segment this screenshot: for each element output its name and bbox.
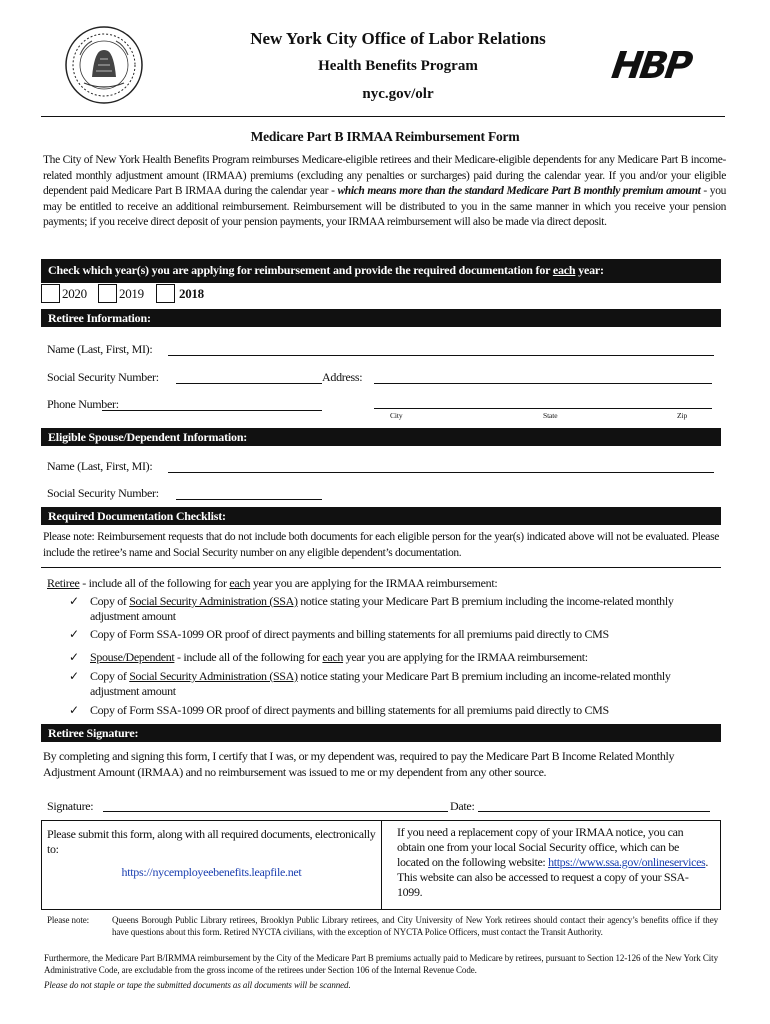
retiree-name-field[interactable] bbox=[168, 355, 714, 356]
ssa-box-post: . This website can also be accessed to request a copy of your SSA-1099. bbox=[397, 855, 709, 899]
retiree-ssn-label: Social Security Number: bbox=[47, 370, 159, 384]
certify-text: By completing and signing this form, I certify that I was, or my dependent was, required to pay the Medicare Part B Income Related Monthly Adjustment Amount (IRMAA) and no reimbursement was issued to me or my dependent from any other source. bbox=[43, 749, 675, 779]
footer-note-text: Queens Borough Public Library retirees, Brooklyn Public Library retirees, and City University of New York retirees should contact their agency’s benefits office if they have questions about this form. Retired NYCTA civilians, with the exception of NYCTA Police Officers, must contact the Transit Authority. bbox=[112, 915, 718, 937]
ssa-box-pre: If you need a replacement copy of your IRMAA notice, you can obtain one from your local Social Security office, which can be located on the following website: bbox=[397, 825, 684, 869]
retiree-item1-post: notice stating your Medicare Part B premium including the income-related monthly adjustment amount bbox=[90, 594, 674, 623]
footer-staple-note: Please do not staple or tape the submitted documents as all documents will be scanned. bbox=[44, 980, 351, 990]
zip-caption: Zip bbox=[677, 411, 688, 420]
year-2020-label: 2020 bbox=[62, 286, 87, 301]
checkbox-2019[interactable] bbox=[98, 284, 117, 303]
submit-text: Please submit this form, along with all required documents, electronically to: bbox=[47, 827, 376, 856]
hbp-logo: HBP bbox=[609, 44, 693, 87]
years-bar-emph: each bbox=[552, 263, 576, 277]
checklist-bar: Required Documentation Checklist: bbox=[41, 507, 721, 525]
check-icon: ✓ bbox=[69, 703, 79, 717]
spouse-head-label: Spouse/Dependent bbox=[90, 650, 175, 664]
retiree-phone-label: Phone Number: bbox=[47, 397, 119, 411]
spouse-item-1 bbox=[69, 669, 680, 699]
retiree-text-post: year you are applying for the IRMAA reimbursement: bbox=[250, 576, 498, 590]
retiree-info-bar: Retiree Information: bbox=[41, 309, 721, 327]
spouse-checklist-head bbox=[69, 650, 730, 665]
spouse-ssn-field[interactable] bbox=[176, 499, 322, 500]
spouse-name-field[interactable] bbox=[168, 472, 714, 473]
retiree-item2-text: Copy of Form SSA-1099 OR proof of direct payments and billing statements for all premiums paid directly to CMS bbox=[90, 627, 609, 641]
signature-field[interactable] bbox=[103, 811, 448, 812]
form-title: Medicare Part B IRMAA Reimbursement Form bbox=[250, 129, 520, 144]
footer-furthermore: Furthermore, the Medicare Part B/IRMMA reimbursement by the City of the Medicare Part B premiums actually paid to Medicare by retirees, pursuant to Section 12-126 of the New York City Administrative Code, are excludable from the gross income of the retirees under Section 106 of the Internal Revenue Code. bbox=[44, 953, 718, 975]
spouse-text-pre: - include all of the following for bbox=[174, 650, 323, 664]
checklist-note: Please note: Reimbursement requests that do not include both documents for each eligible person for the year(s) indicated above will not be evaluated. Please include the retiree’s name and Social Security number on any eligible dependent’s documentation. bbox=[43, 531, 719, 559]
years-bar-post: year: bbox=[575, 263, 604, 277]
retiree-head-label: Retiree bbox=[47, 576, 80, 590]
spouse-text-post: year you are applying for the IRMAA reimbursement: bbox=[343, 650, 588, 664]
retiree-item-2 bbox=[69, 627, 730, 642]
year-2019-label: 2019 bbox=[119, 286, 144, 301]
ssa-link[interactable]: https://www.ssa.gov/onlineservices bbox=[548, 855, 706, 869]
intro-part1: The City of New York Health Benefits Program reimburses Medicare-eligible retirees and their Medicare-eligible dependents for any Medicare Part B income-related monthly adjustment amount (IRMAA) premiums (excluding any penalties or surcharges) paid during the calendar year. If you and/or your eligible dependent paid Medicare Part B IRMAA during the calendar year - bbox=[43, 154, 726, 197]
signature-label: Signature: bbox=[47, 799, 94, 813]
spouse-name-label: Name (Last, First, MI): bbox=[47, 459, 153, 473]
retiree-checklist-head bbox=[47, 576, 497, 591]
year-2018-label: 2018 bbox=[179, 286, 204, 301]
retiree-text-emph: each bbox=[229, 576, 251, 590]
date-label: Date: bbox=[450, 799, 475, 813]
checkbox-2018[interactable] bbox=[156, 284, 175, 303]
retiree-phone-field[interactable] bbox=[102, 410, 322, 411]
state-caption: State bbox=[543, 411, 558, 420]
spouse-item1-link: Social Security Administration (SSA) bbox=[129, 669, 298, 683]
spouse-info-bar: Eligible Spouse/Dependent Information: bbox=[41, 428, 721, 446]
retiree-item1-link: Social Security Administration (SSA) bbox=[129, 594, 298, 608]
retiree-name-label: Name (Last, First, MI): bbox=[47, 342, 153, 356]
spouse-item-2 bbox=[69, 703, 730, 718]
header-url: nyc.gov/olr bbox=[362, 86, 434, 102]
header-office: New York City Office of Labor Relations bbox=[250, 29, 546, 48]
retiree-item1-pre: Copy of bbox=[90, 594, 130, 608]
seal-icon bbox=[64, 25, 144, 105]
retiree-text-pre: - include all of the following for bbox=[79, 576, 230, 590]
years-bar bbox=[41, 259, 721, 283]
spouse-ssn-label: Social Security Number: bbox=[47, 486, 159, 500]
date-field[interactable] bbox=[478, 811, 710, 812]
retiree-address-field[interactable] bbox=[374, 383, 712, 384]
retiree-city-state-zip-field[interactable] bbox=[374, 408, 712, 409]
submit-box bbox=[41, 820, 382, 910]
footer-note-label: Please note: bbox=[47, 915, 90, 925]
nyc-seal bbox=[64, 25, 144, 105]
retiree-address-label: Address: bbox=[322, 370, 363, 384]
spouse-item1-pre: Copy of bbox=[90, 669, 130, 683]
retiree-item-1 bbox=[69, 594, 680, 624]
spouse-item1-post: notice stating your Medicare Part B premium including an income-related monthly adjustment amount bbox=[90, 669, 671, 698]
checklist-rule bbox=[41, 567, 721, 568]
intro-part2: - you may be entitled to receive an additional reimbursement. Reimbursement will be distributed to you in the same manner in which you receive your pension payments; if you receive direct deposit of your pension payments, your IRMAA reimbursement will also be made via direct deposit. bbox=[43, 185, 726, 228]
signature-bar: Retiree Signature: bbox=[41, 724, 721, 742]
intro-paragraph bbox=[43, 153, 726, 231]
header-rule bbox=[41, 116, 725, 117]
spouse-text-emph: each bbox=[322, 650, 344, 664]
retiree-ssn-field[interactable] bbox=[176, 383, 322, 384]
years-bar-pre: Check which year(s) you are applying for reimbursement and provide the required documentation for bbox=[48, 263, 553, 277]
checkbox-2020[interactable] bbox=[41, 284, 60, 303]
ssa-box bbox=[381, 820, 721, 910]
city-caption: City bbox=[390, 411, 403, 420]
header-program: Health Benefits Program bbox=[318, 58, 478, 74]
spouse-item2-text: Copy of Form SSA-1099 OR proof of direct payments and billing statements for all premiums paid directly to CMS bbox=[90, 703, 609, 717]
intro-emphasis: which means more than the standard Medicare Part B monthly premium amount bbox=[337, 185, 701, 197]
leapfile-link[interactable]: https://nycemployeebenefits.leapfile.net bbox=[121, 865, 302, 879]
check-icon: ✓ bbox=[69, 594, 79, 608]
check-icon: ✓ bbox=[69, 650, 79, 664]
check-icon: ✓ bbox=[69, 627, 79, 641]
check-icon: ✓ bbox=[69, 669, 79, 683]
